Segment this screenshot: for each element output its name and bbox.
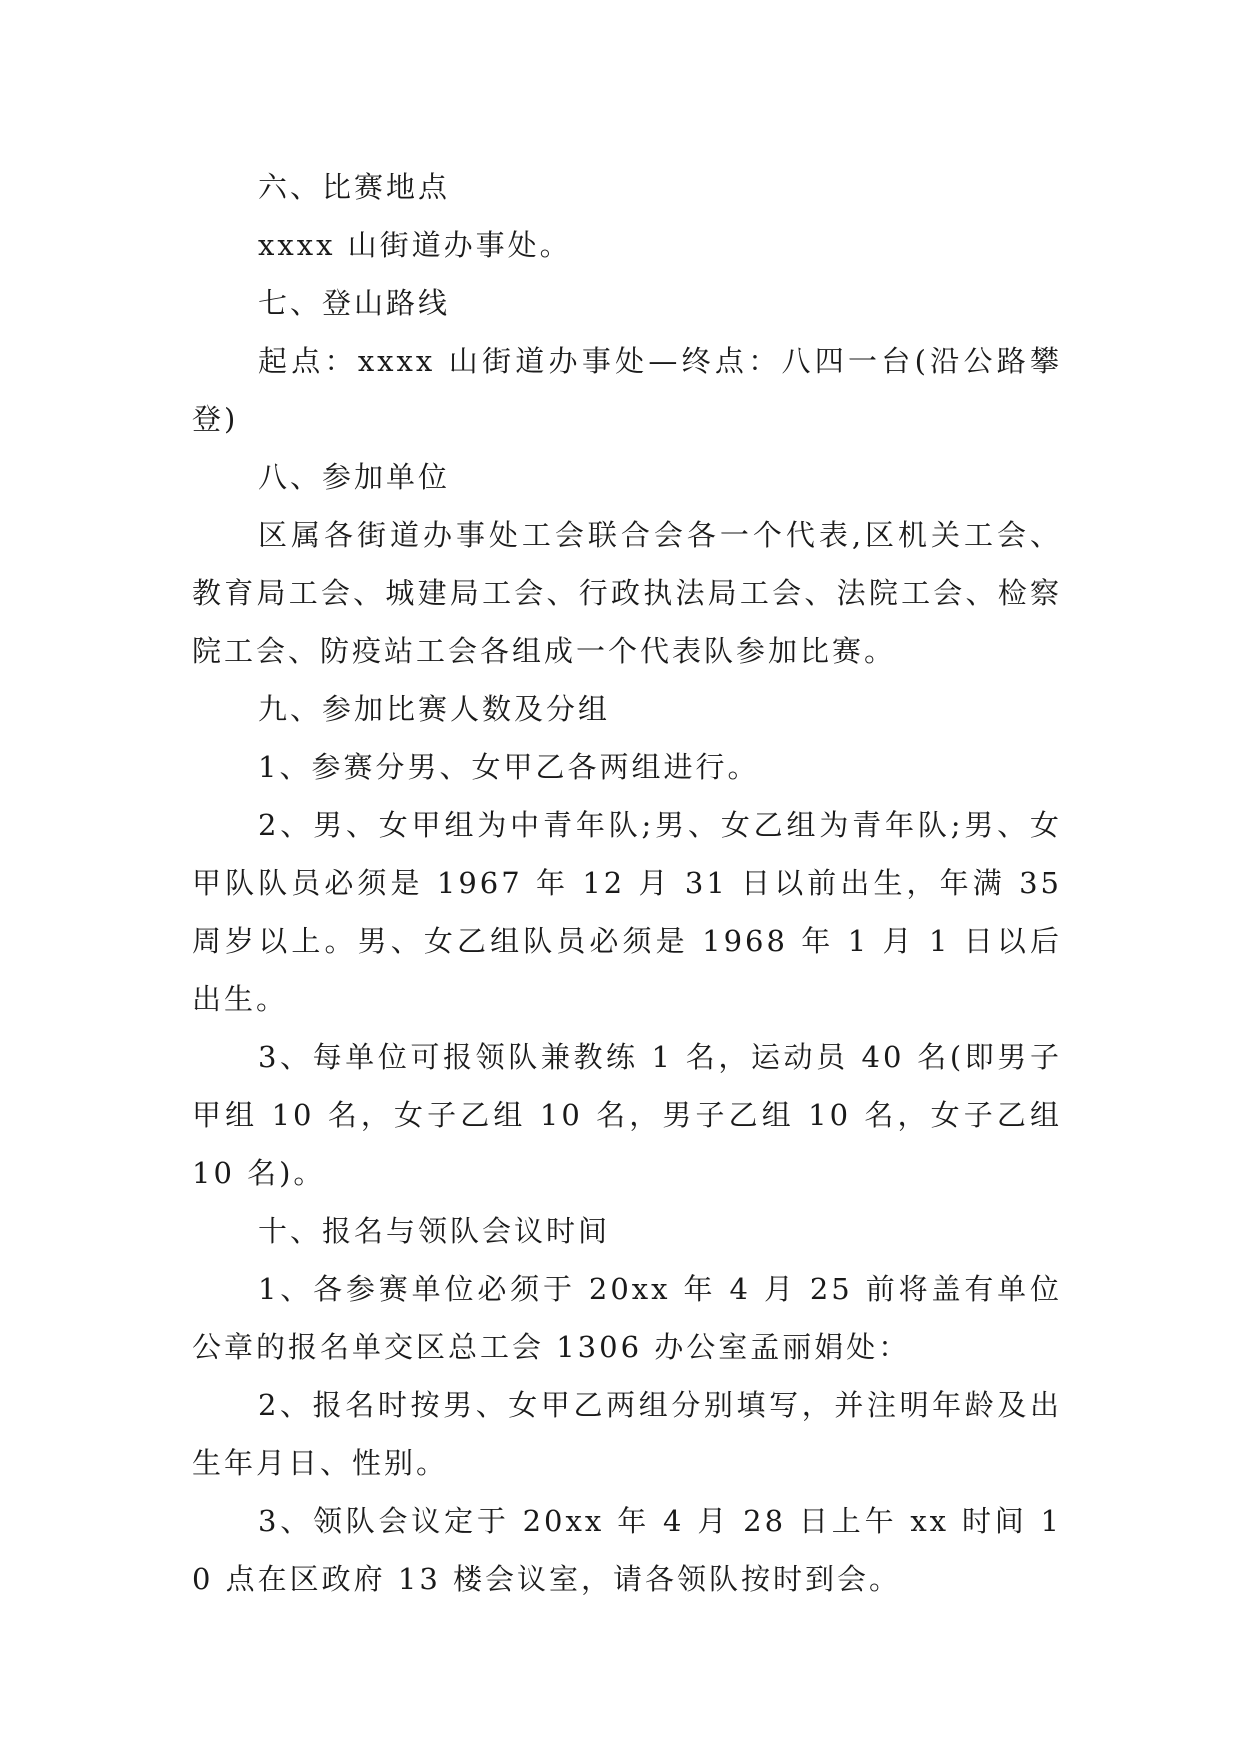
paragraph-registration-2: 2、报名时按男、女甲乙两组分别填写，并注明年龄及出生年月日、性别。 bbox=[192, 1388, 1062, 1480]
paragraph-route: 起点：xxxx 山街道办事处—终点：八四一台(沿公路攀登) bbox=[192, 344, 1062, 436]
paragraph-groups-1: 1、参赛分男、女甲乙各两组进行。 bbox=[258, 750, 760, 784]
paragraph-venue: xxxx 山街道办事处。 bbox=[258, 228, 572, 262]
section-heading-groups: 九、参加比赛人数及分组 bbox=[258, 692, 611, 726]
section-heading-participants: 八、参加单位 bbox=[258, 460, 451, 494]
document-body bbox=[192, 158, 1062, 1608]
paragraph-groups-2: 2、男、女甲组为中青年队;男、女乙组为青年队;男、女甲队队员必须是 1967 年 12 月 31 日以前出生，年满 35 周岁以上。男、女乙组队员必须是 1968 年 1 月 1 日以后出生。 bbox=[192, 808, 1062, 1016]
paragraph-groups-3: 3、每单位可报领队兼教练 1 名，运动员 40 名(即男子甲组 10 名，女子乙组 10 名，男子乙组 10 名，女子乙组 10 名)。 bbox=[192, 1040, 1062, 1190]
section-heading-registration: 十、报名与领队会议时间 bbox=[258, 1214, 611, 1248]
section-heading-route: 七、登山路线 bbox=[258, 286, 451, 320]
section-heading-venue: 六、比赛地点 bbox=[258, 170, 451, 204]
paragraph-registration-3: 3、领队会议定于 20xx 年 4 月 28 日上午 xx 时间 10 点在区政府 13 楼会议室，请各领队按时到会。 bbox=[192, 1504, 1062, 1596]
paragraph-registration-1: 1、各参赛单位必须于 20xx 年 4 月 25 前将盖有单位公章的报名单交区总工会 1306 办公室孟丽娟处： bbox=[192, 1272, 1062, 1364]
paragraph-participants: 区属各街道办事处工会联合会各一个代表,区机关工会、教育局工会、城建局工会、行政执法局工会、法院工会、检察院工会、防疫站工会各组成一个代表队参加比赛。 bbox=[192, 518, 1062, 668]
